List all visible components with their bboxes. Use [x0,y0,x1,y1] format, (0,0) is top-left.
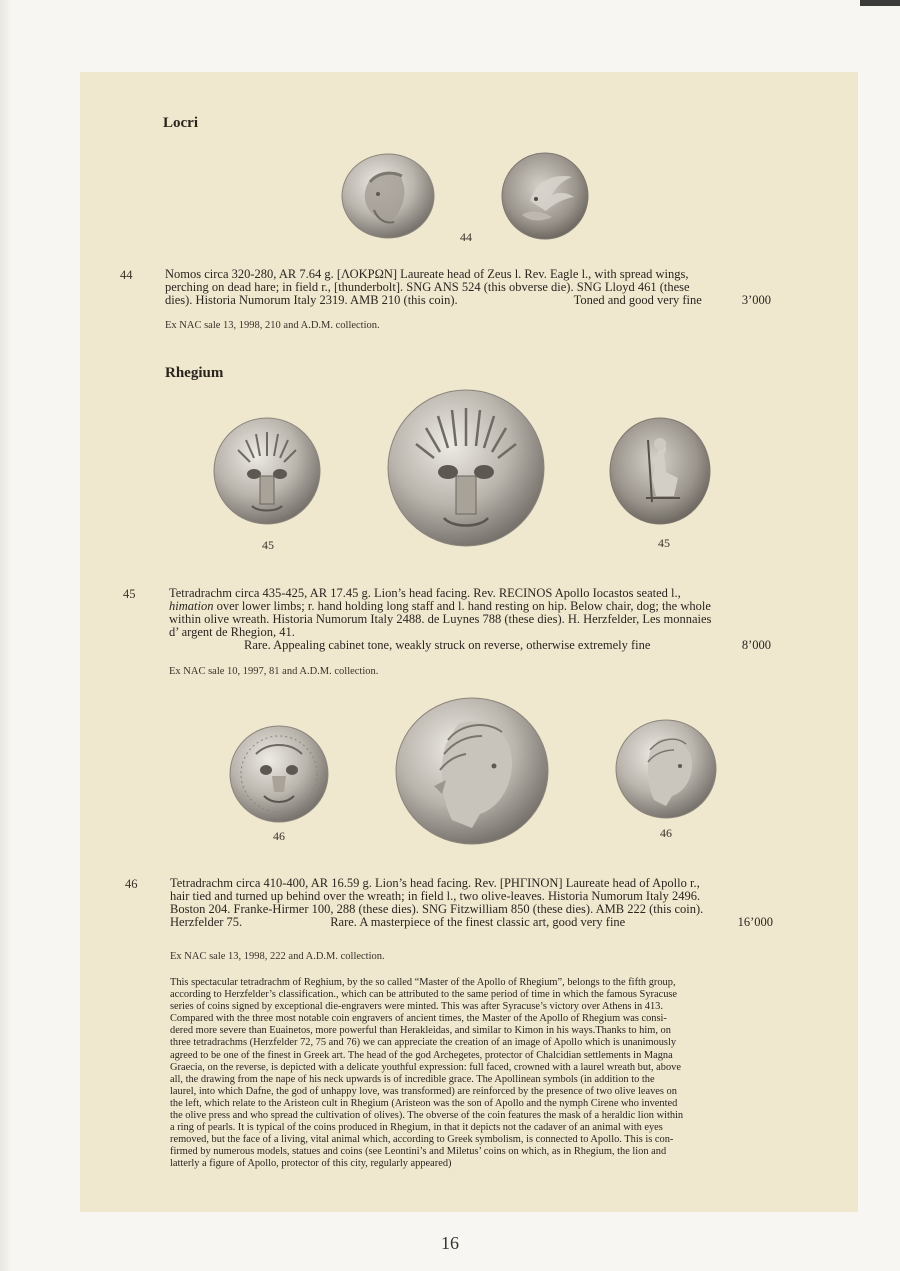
commentary-line: Compared with the three most notable coin engravers of ancient times, the Master of the Apollo of Rhegium was consi- [170,1013,667,1025]
description-line: hair tied and turned up behind over the wreath; in field l., two olive-leaves. Historia Numorum Italy 2496. [170,889,701,903]
description-line: dies). Historia Numorum Italy 2319. AMB 210 (this coin). [165,293,458,307]
commentary-line: agreed to be one of the finest in Greek art. The head of the god Archegetes, protector of Chalcidian settlements in Magna [170,1049,673,1061]
apollo-head-coin [614,718,718,820]
lot-44-grade: Toned and good very fine [573,293,702,307]
description-italic-term: himation [169,599,214,613]
description-text: over lower limbs; r. hand holding long staff and l. hand resting on hip. Below chair, dog; the whole [213,599,711,613]
lot-46-description [170,877,773,929]
commentary-line: dered more severe than Euainetos, more powerful than Herakleidas, and similar to Kimon in his ways.Thanks to him, on [170,1025,671,1037]
commentary-line: a ring of pearls. It is typical of the coins produced in Rhegium, in that it depicts not the cadaver of an animal with eyes [170,1122,663,1134]
description-line: Nomos circa 320-280, AR 7.64 g. [ΛΟΚΡΩΝ] Laureate head of Zeus l. Rev. Eagle l., with spread wings, [165,267,689,281]
lot-45-provenance: Ex NAC sale 10, 1997, 81 and A.D.M. collection. [169,666,379,677]
commentary-line: This spectacular tetradrachm of Reghium, by the so called “Master of the Apollo of Rhegium”, belongs to the fifth group, [170,977,676,988]
lot-45-description [169,587,771,652]
section-heading-rhegium: Rhegium [165,365,224,381]
lot-46-commentary [170,977,776,1171]
eagle-coin [500,151,590,241]
commentary-line: the left, which relate to the Aristeon cult in Rhegium (Aristeon was the son of Apollo and the nymph Cirene who invented [170,1097,678,1109]
lot-44-description [165,268,771,307]
zeus-head-coin [340,152,436,240]
description-line: Boston 204. Franke-Hirmer 100, 288 (these dies). SNG Fitzwilliam 850 (these dies). AMB 222 (this coin). [170,902,704,916]
lot-45-estimate: 8’000 [741,638,771,652]
lot-44-estimate: 3’000 [741,293,771,307]
commentary-line: all, the drawing from the nape of his neck upwards is of incredible grace. The Apollinean symbols (in addition to the [170,1073,655,1085]
lot-46-provenance: Ex NAC sale 13, 1998, 222 and A.D.M. collection. [170,951,385,962]
coin-label-44: 44 [460,230,472,244]
commentary-line: the olive press and who spread the cultivation of olives). The obverse of the coin features the mask of a heraldic lion within [170,1110,684,1122]
section-heading-locri: Locri [163,115,198,131]
commentary-line: according to Herzfelder’s classification., which can be attributed to the same period of time in which the famous Syracuse [170,989,678,1001]
commentary-line: laurel, into which Dafne, the god of unhappy love, was transformed) are reinforced by the presence of two olive leaves on [170,1085,677,1097]
apollo-seated-coin [608,416,712,526]
page-edge [0,0,12,1271]
description-line: Herzfelder 75. [170,915,243,929]
page-number: 16 [441,1233,459,1253]
apollo-head-coin [394,696,550,846]
lot-46-estimate: 16’000 [737,915,773,929]
coin-label-46: 46 [273,829,285,843]
lion-head-coin [212,416,322,526]
description-line: perching on dead hare; in field r., [thunderbolt]. SNG ANS 524 (this obverse die). SNG Lloyd 461 (these [165,280,690,294]
lion-head-coin [386,388,546,548]
lot-number-45: 45 [123,587,136,601]
commentary-line: series of coins signed by exceptional die-engravers were minted. This was after Syracuse’s victory over Athens in 413. [170,1001,663,1013]
coin-label-45: 45 [262,538,274,552]
commentary-line: Graecia, on the reverse, is depicted with a delicate youthful expression: full faced, crowned with a laurel wreath but, above [170,1061,681,1073]
lot-46-grade: Rare. A masterpiece of the finest classic art, good very fine [330,915,626,929]
binding-shadow [860,0,900,6]
commentary-line: removed, but the face of a living, vital animal which, according to Greek symbolism, is connected to Apollo. This is con- [170,1134,674,1146]
lot-45-grade: Rare. Appealing cabinet tone, weakly struck on reverse, otherwise extremely fine [244,638,651,652]
lot-number-46: 46 [125,877,138,891]
commentary-line: latterly a figure of Apollo, protector of this city, regularly appeared) [170,1158,452,1170]
lot-number-44: 44 [120,268,133,282]
coin-label-45: 45 [658,536,670,550]
lion-head-coin [228,724,330,824]
description-line: Tetradrachm circa 435-425, AR 17.45 g. Lion’s head facing. Rev. RECINOS Apollo Iocastos seated l., [169,586,681,600]
commentary-line: three tetradrachms (Herzfelder 72, 75 and 76) we can appreciate the creation of an image of Apollo which is unanimously [170,1037,677,1049]
coin-label-46: 46 [660,826,672,840]
description-line: within olive wreath. Historia Numorum Italy 2488. de Luynes 788 (these dies). H. Herzfelder, Les monnaies [169,612,712,626]
description-line: d’ argent de Rhegion, 41. [169,625,295,639]
description-line: Tetradrachm circa 410-400, AR 16.59 g. Lion’s head facing. Rev. [ΡΗΓΙΝΟΝ] Laureate head of Apollo r., [170,876,700,890]
commentary-line: firmed by numerous models, statues and coins (see Leontini’s and Miletus’ coins on which, as in Rhegium, the lion and [170,1146,667,1158]
lot-44-provenance: Ex NAC sale 13, 1998, 210 and A.D.M. collection. [165,320,380,331]
